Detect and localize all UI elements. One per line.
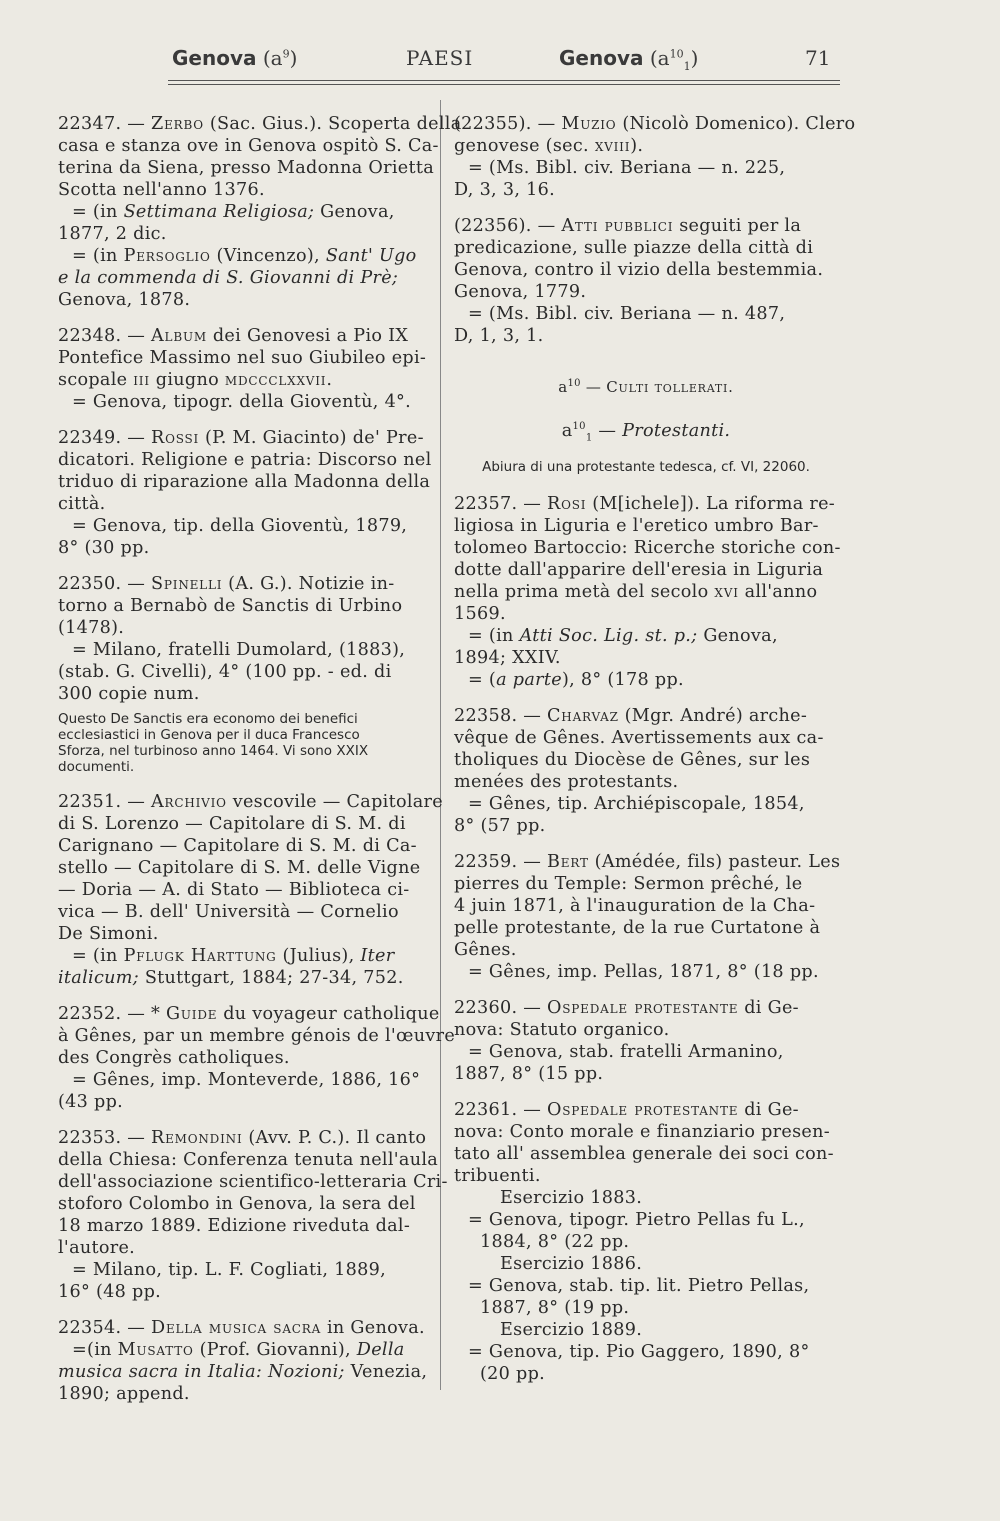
entry-22356: (22356). — Atti pubblici seguiti per la predicazione, sulle piazze della città di Genova, contro il vizio della bestemmia. Genova, 1779. = (Ms. Bibl. civ. Beriana — n. 487, D, 1, 3, 1.	[454, 216, 824, 346]
header-right-section: $(a^{10}_1)$	[649, 46, 699, 73]
entry-22354: 22354. — Della musica sacra in Genova. =(in Musatto (Prof. Giovanni), Della musica sacra in Italia: Nozioni; Venezia, 1890; append.	[58, 1318, 428, 1404]
header-rule	[168, 80, 840, 81]
header-center: PAESI	[406, 46, 474, 70]
entry-22347: 22347. — Zerbo (Sac. Gius.). Scoperta della casa e stanza ove in Genova ospitò S. Ca- terina da Siena, presso Madonna Orietta Scotta nell'anno 1376. = (in Settimana Religiosa; Genova, 1877, 2 dic. = (in Persoglio (Vincenzo), Sant' Ugo e la commenda di S. Giovanni di Prè; Genova, 1878.	[58, 114, 462, 310]
entry-22352: 22352. — * Guide du voyageur catholique à Gênes, par un membre génois de l'œuvre des Congrès catholiques. = Gênes, imp. Monteverde, 1886, 16° (43 pp.	[58, 1004, 456, 1112]
right-column	[454, 113, 856, 1399]
header-left-section: $(a^9)$	[262, 46, 298, 70]
entry-22359: 22359. — Bert (Amédée, fils) pasteur. Les pierres du Temple: Sermon prêché, le 4 juin 1871, à l'inauguration de la Cha- pelle protestante, de la rue Curtatone à Gênes. = Gênes, imp. Pellas, 1871, 8° (18 pp.	[454, 852, 841, 983]
esercizio-1886: Esercizio 1886.	[500, 1254, 643, 1275]
entry-22361: 22361. — Ospedale protestante di Ge- nova: Conto morale e finanziario presen- tato all' assemblea generale dei soci con- tribuenti. Esercizio 1883. = Genova, tipogr. Pietro Pellas fu L., 1884, 8° (22 pp. Esercizio 1886. = Genova, stab. tip. lit. Pietro Pellas, 1887, 8° (19 pp. Esercizio 1889. = Genova, tip. Pio Gaggero, 1890, 8° (20 pp.	[454, 1099, 838, 1385]
entry-22349: 22349. — Rossi (P. M. Giacinto) de' Pre- dicatori. Religione e patria: Discorso nel triduo di riparazione alla Madonna della città. = Genova, tip. della Gioventù, 1879, 8° (30 pp.	[58, 428, 432, 558]
entry-22350-note: Questo De Sanctis era economo dei benefici ecclesiastici in Genova per il duca Francesco Sforza, nel turbinoso anno 1464. Vi sono XXIX documenti.	[58, 711, 369, 775]
entry-22348: 22348. — Album dei Genovesi a Pio IX Pontefice Massimo nel suo Giubileo epi- scopale iii giugno mdccclxxvii. = Genova, tipogr. della Gioventù, 4°.	[58, 326, 427, 412]
section-heading-culti-tollerati: $a^{10}$ — Culti tollerati.	[558, 378, 734, 396]
header-right-title: Genova	[559, 46, 644, 70]
section-heading-protestanti: $a^{10}_1$ — Protestanti.	[561, 420, 731, 444]
note-abiura: Abiura di una protestante tedesca, cf. VI, 22060.	[482, 459, 810, 476]
entry-22357: 22357. — Rosi (M[ichele]). La riforma re- ligiosa in Liguria e l'eretico umbro Bar- tolomeo Bartoccio: Ricerche storiche con- dotte dall'apparire dell'eresia in Liguria nella prima metà del secolo xvi all'anno 1569. = (in Atti Soc. Lig. st. p.; Genova, 1894; XXIV. = (a parte), 8° (178 pp.	[454, 494, 841, 691]
entry-22360: 22360. — Ospedale protestante di Ge- nova: Statuto organico. = Genova, stab. fratelli Armanino, 1887, 8° (15 pp.	[454, 998, 799, 1085]
header-left	[172, 46, 297, 70]
entry-22353: 22353. — Remondini (Avv. P. C.). Il canto della Chiesa: Conferenza tenuta nell'aula dell'associazione scientifico-letteraria Cri- stoforo Colombo in Genova, la sera del 18 marzo 1889. Edizione riveduta dal- l'autore. = Milano, tip. L. F. Cogliati, 1889, 16° (48 pp.	[58, 1128, 448, 1302]
header-rule-thin	[168, 84, 840, 85]
esercizio-1889: Esercizio 1889.	[500, 1320, 643, 1341]
header-right	[559, 46, 698, 73]
left-column	[58, 113, 462, 1419]
esercizio-1883: Esercizio 1883.	[500, 1188, 643, 1209]
entry-22355: (22355). — Muzio (Nicolò Domenico). Clero genovese (sec. xviii). = (Ms. Bibl. civ. Beriana — n. 225, D, 3, 3, 16.	[454, 114, 856, 200]
column-divider	[440, 100, 441, 1390]
entry-22358: 22358. — Charvaz (Mgr. André) arche- vêque de Gênes. Avertissements aux ca- tholiques du Diocèse de Gênes, sur les menées des protestants. = Gênes, tip. Archiépiscopale, 1854, 8° (57 pp.	[454, 706, 824, 837]
header-left-title: Genova	[172, 46, 257, 70]
page-number: 71	[805, 46, 831, 70]
entry-22351: 22351. — Archivio vescovile — Capitolare di S. Lorenzo — Capitolare di S. M. di Carignano — Capitolare di S. M. di Ca- stello — Capitolare di S. M. delle Vigne — Doria — A. di Stato — Biblioteca ci- vica — B. dell' Università — Cornelio De Simoni. = (in Pflugk Harttung (Julius), Iter italicum; Stuttgart, 1884; 27-34, 752.	[58, 792, 443, 988]
entry-22350: 22350. — Spinelli (A. G.). Notizie in- torno a Bernabò de Sanctis di Urbino (1478). = Milano, fratelli Dumolard, (1883), (stab. G. Civelli), 4° (100 pp. - ed. di 300 copie num.	[58, 574, 406, 704]
